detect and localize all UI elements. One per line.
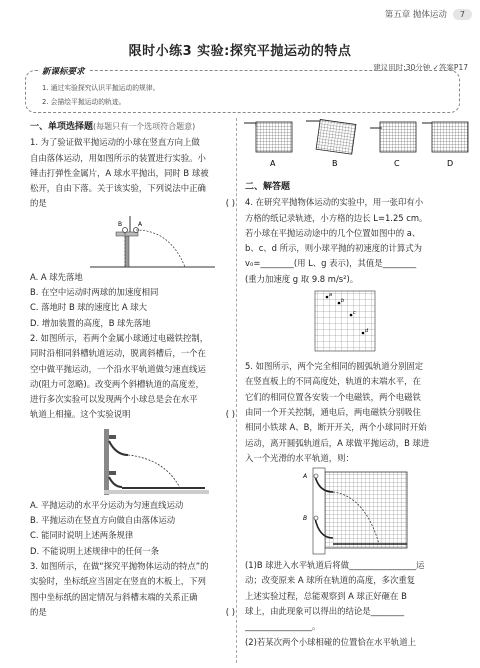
time-answer-info: 建议用时:30分钟 ✓答案P17	[373, 63, 468, 72]
point-c-label: c	[353, 310, 356, 317]
option-label-a: A	[270, 159, 276, 168]
question-line: 由同一个开关控制，通电后，两电磁铁分别吸住	[245, 406, 421, 417]
question-line: 的是	[30, 606, 47, 617]
question-line: ________________。	[245, 621, 321, 632]
point-a-label: a	[329, 292, 333, 299]
question-line: 自由落体运动，用如图所示的装置进行实验。小	[30, 152, 206, 163]
question-line: 4. 在研究平抛物体运动的实验中，用一张印有小	[245, 197, 424, 208]
q1-apparatus-diagram	[30, 212, 235, 270]
question-line: 同时沿相同斜槽轨道运动，脱离斜槽后，一个在	[30, 348, 206, 359]
page-title: 限时小练3 实验:探究平抛运动的特点	[128, 44, 352, 59]
q2-track-diagram	[30, 423, 235, 498]
question-line: 3. 如图所示，在做“探究平抛物体运动的特点”的	[30, 560, 209, 571]
question-line: 在竖直板上的不同高度处，轨道的末端水平，在	[245, 376, 421, 387]
question-line: 的是	[30, 198, 47, 209]
question-line: 实验时，坐标纸应当固定在竖直的木板上，下列	[30, 576, 206, 587]
section-heading: 一、单项选择题(每题只有一个选项符合题意)	[30, 122, 196, 132]
question-line: 若小球在平抛运动途中的几个位置如图中的 a、	[245, 227, 421, 238]
question-line: 进行多次实验可以发现两个小球总是会在水平	[30, 394, 198, 405]
option: D. 不能说明上述规律中的任何一条	[30, 545, 160, 556]
page-number: 7	[453, 9, 472, 20]
q5-figure	[245, 466, 470, 558]
q4-grid-diagram	[245, 287, 470, 359]
question-line: 入一个光滑的水平轨道，则：	[245, 452, 354, 463]
question-line: b、c、d 所示，则小球平抛的初速度的计算式为	[245, 243, 423, 254]
option-label-d: D	[447, 159, 454, 168]
question-line: 运动，离开圆弧轨道后，A 球做平抛运动，B 球进	[245, 437, 430, 448]
question-line: 1. 为了验证做平抛运动的小球在竖直方向上做	[30, 137, 200, 148]
question-line: (2)若某次两个小球相碰的位置恰在水平轨道上	[245, 636, 416, 647]
q2-figure	[30, 423, 235, 498]
option: A. 平抛运动的水平分运动为匀速直线运动	[30, 499, 184, 510]
point-b-label: b	[341, 298, 345, 305]
q5-track-diagram	[245, 466, 470, 558]
question-line: 它们的相同位置各安装一个电磁铁，两个电磁铁	[245, 391, 421, 402]
question-line: 松开，自由下落。关于该实验，下列说法中正确	[30, 183, 206, 194]
left-column	[30, 119, 235, 620]
point-d-label: d	[365, 328, 369, 335]
q1-figure	[30, 212, 235, 270]
option: D. 增加装置的高度，B 球先落地	[30, 317, 151, 328]
question-line: 5. 如图所示，两个完全相同的圆弧轨道分别固定	[245, 361, 424, 372]
option: B. 平抛运动在竖直方向做自由落体运动	[30, 515, 176, 526]
question-line: 相同小铁球 A、B，断开开关，两个小球同时开始	[245, 422, 427, 433]
question-line: 球上，由此现象可以得出的结论是________	[245, 606, 405, 617]
requirement-item: 1. 通过实验探究认识平抛运动的规律。	[42, 84, 160, 92]
right-column	[245, 180, 470, 650]
q4-figure	[245, 287, 470, 359]
q3-grid-options	[242, 114, 470, 176]
question-line: 2. 如图所示，若两个金属小球通过电磁铁控制，	[30, 332, 209, 343]
question-line: 上述实验过程，总能观察到 A 球正好砸在 B	[245, 590, 407, 601]
question-line: (1)B 球进入水平轨道后将做________________运	[245, 560, 425, 571]
requirements-tag: 新课标要求	[38, 65, 89, 77]
question-line: 方格的纸记录轨迹，小方格的边长 L=1.25 cm。	[245, 212, 428, 223]
question-line: (重力加速度 g 取 9.8 m/s²)。	[245, 273, 359, 284]
answer-bracket: ( )	[225, 198, 235, 209]
answer-bracket: ( )	[225, 409, 235, 420]
question-line: 动；改变原来 A 球所在轨道的高度，多次重复	[245, 575, 416, 586]
question-line: 动(阻力可忽略)。改变两个斜槽轨道的高度差，	[30, 378, 205, 389]
requirement-item: 2. 会描绘平抛运动的轨迹。	[42, 98, 126, 106]
question-line: 轨道上相撞。这个实验说明	[30, 409, 131, 420]
q3-option-figures	[242, 114, 470, 176]
option: C. 落地时 B 球的速度比 A 球大	[30, 302, 148, 313]
section-heading: 二、解答题	[245, 182, 291, 192]
chapter-label: 第五章 抛体运动	[384, 10, 447, 20]
question-line: 空中做平抛运动，一个沿水平轨道做匀速直线运	[30, 363, 206, 374]
option: B. 在空中运动时两球的加速度相同	[30, 287, 159, 298]
question-line: 锤击打弹性金属片，A 球水平抛出，同时 B 球被	[30, 167, 209, 178]
page-header	[385, 8, 472, 20]
option: A. A 球先落地	[30, 271, 83, 282]
ball-b-label: B	[118, 220, 123, 228]
ball-a-label: A	[303, 473, 308, 481]
question-line: 图中坐标纸的固定情况与斜槽末端的关系正确	[30, 591, 198, 602]
option: C. 能同时说明上述两条规律	[30, 530, 134, 541]
answer-bracket: ( )	[225, 606, 235, 617]
column-divider	[236, 118, 237, 663]
option-label-b: B	[332, 159, 338, 168]
question-line: v₀=________(用 L、g 表示)，其值是________	[245, 258, 417, 269]
ball-b-label: B	[303, 515, 308, 523]
ball-a-label: A	[138, 220, 143, 228]
option-label-c: C	[394, 159, 400, 168]
